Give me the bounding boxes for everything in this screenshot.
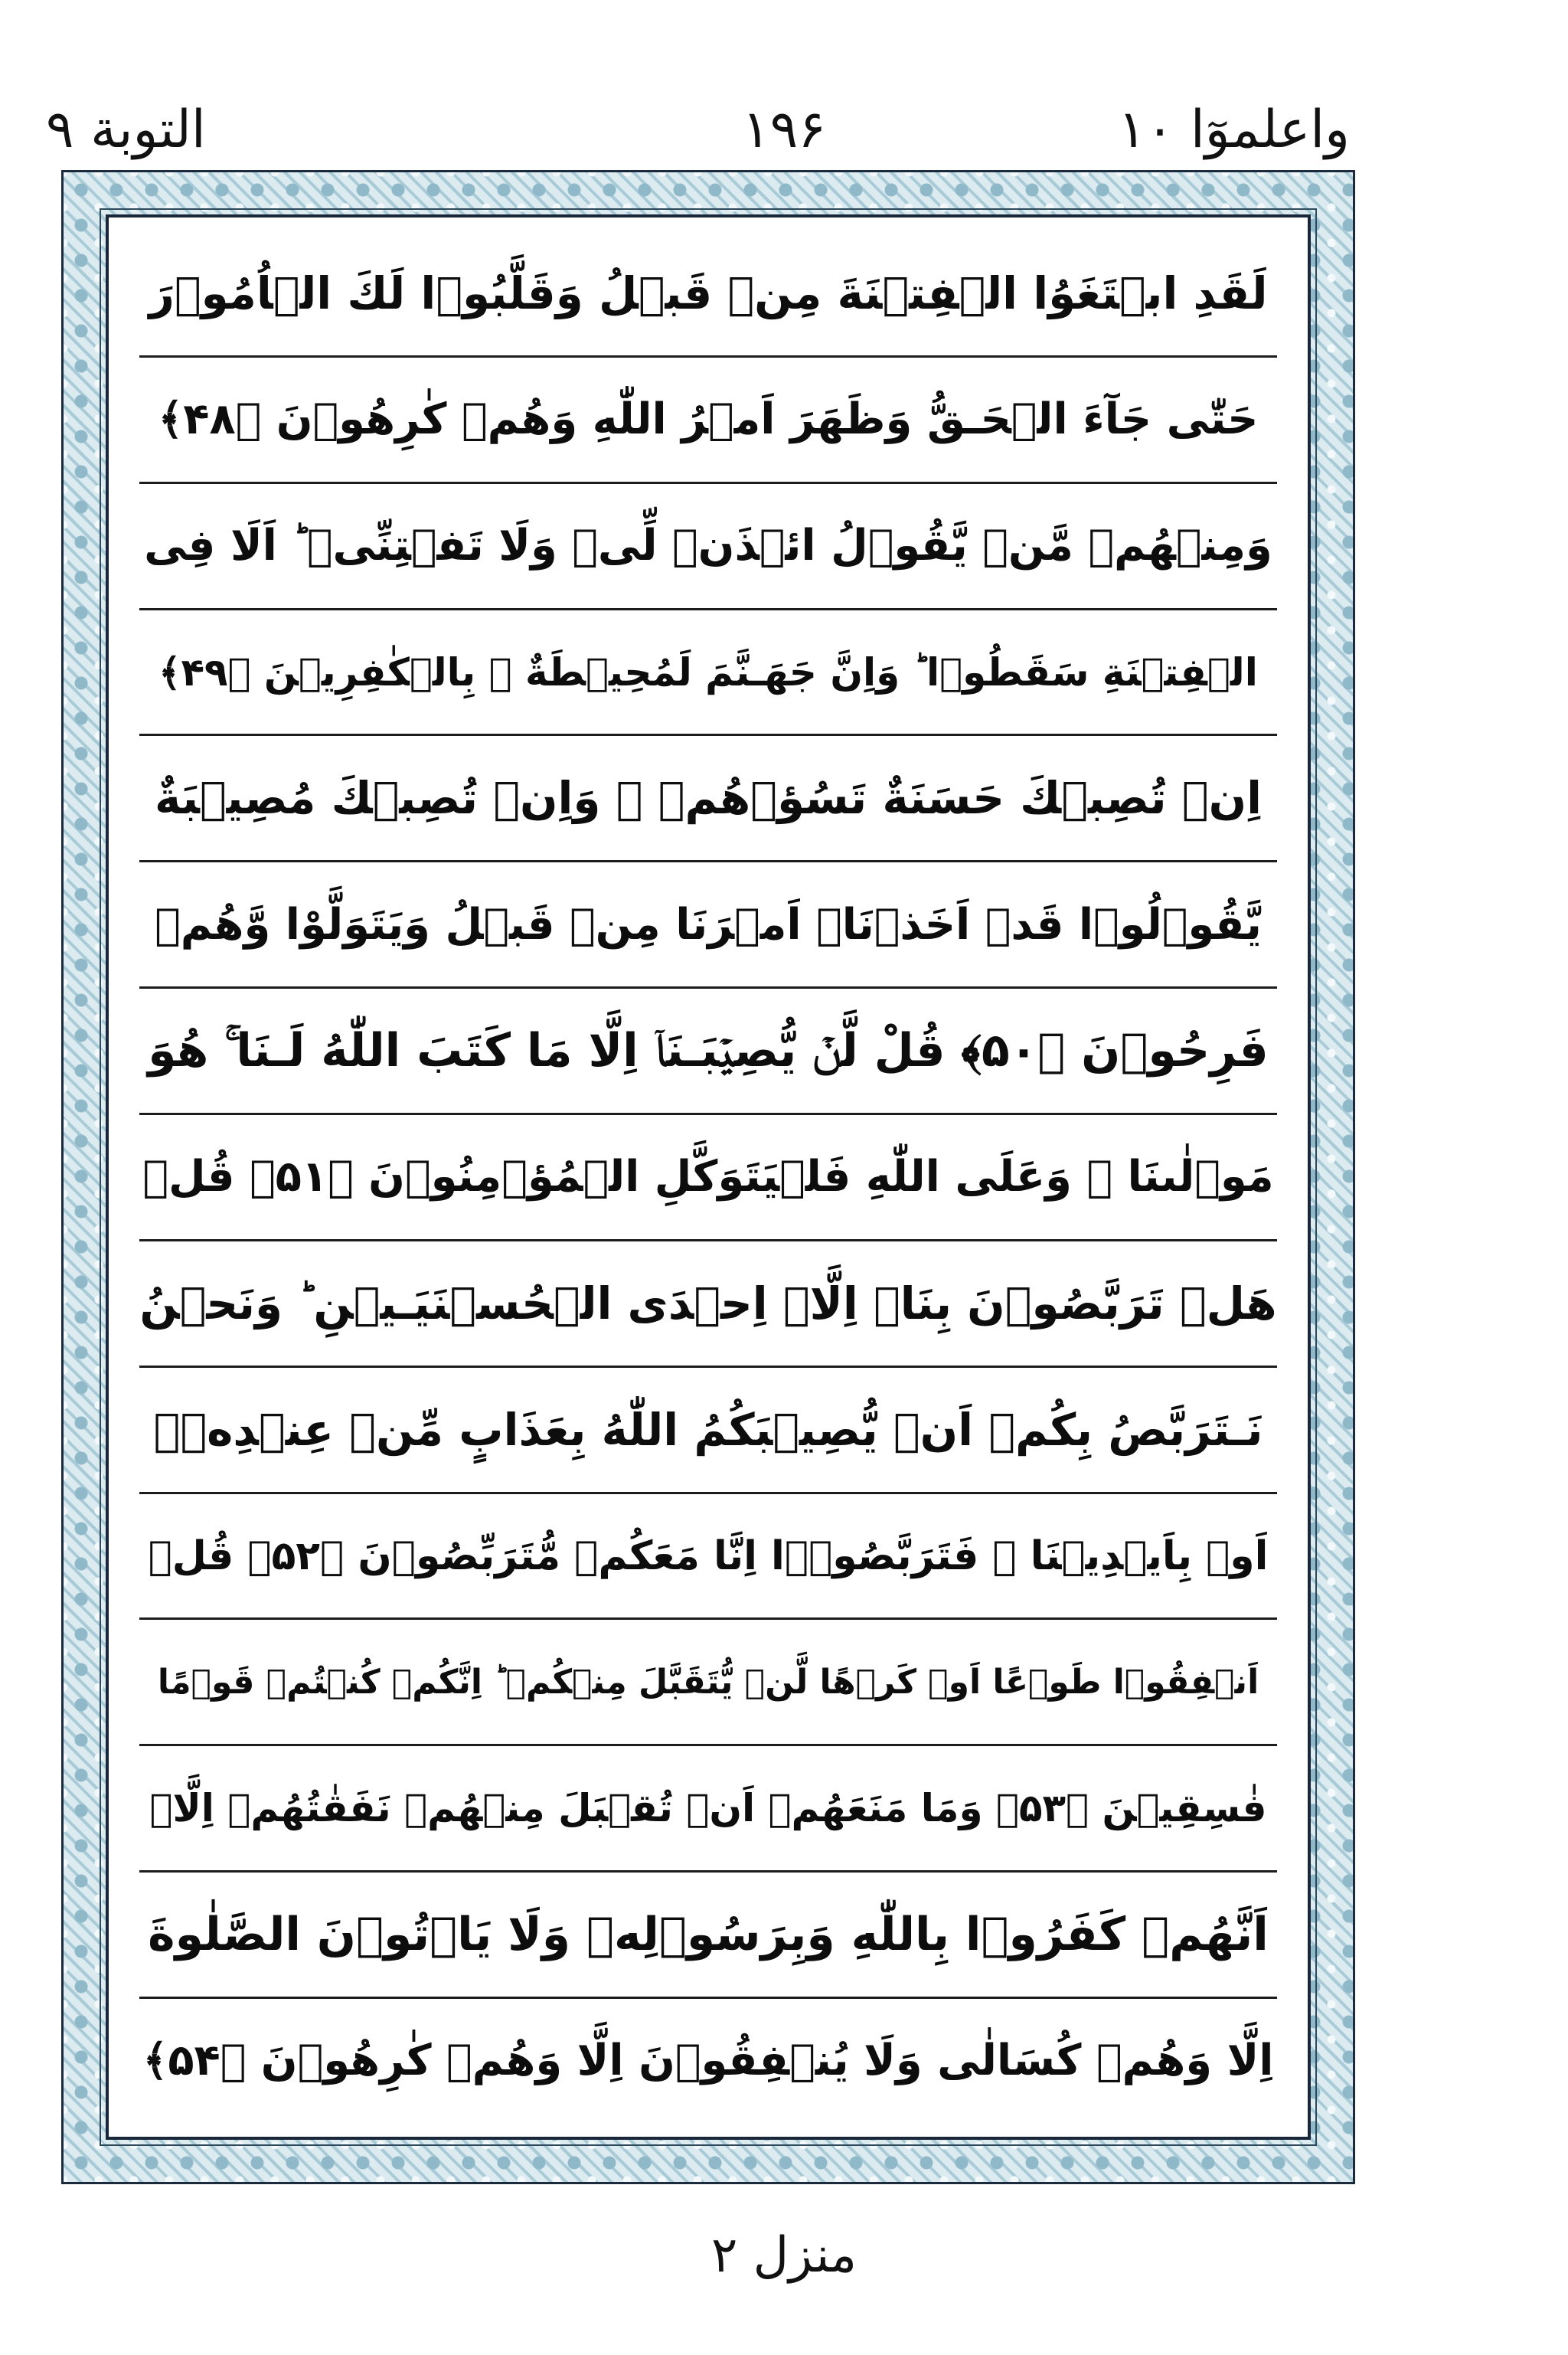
verse-text-panel <box>106 214 1311 2140</box>
ornamental-border <box>61 170 1355 2184</box>
verse-line-1: لَقَدِ ابۡتَغَوُا الۡفِتۡنَةَ مِنۡ قَبۡلُ وَقَلَّبُوۡا لَكَ الۡاُمُوۡرَ <box>139 231 1277 358</box>
verse-line-8: مَوۡلٰٮنَا‌ ۚ وَعَلَى اللّٰهِ فَلۡيَتَوَكَّلِ الۡمُؤۡمِنُوۡنَ ﴿۵۱﴾ قُلۡ <box>139 1115 1277 1241</box>
page-number: ۱۹۶ <box>742 100 826 160</box>
verse-line-12: اَنۡفِقُوۡا طَوۡعًا اَوۡ كَرۡهًا لَّنۡ يُّتَقَبَّلَ مِنۡكُمۡ‌ ؕ اِنَّكُمۡ كُنۡتُمۡ قَوۡمًا <box>139 1620 1277 1746</box>
surah-name-header: التوبة ۹ <box>46 100 206 160</box>
juz-name-header: واعلموٓا ۱۰ <box>1118 100 1350 160</box>
verse-line-6: يَّقُوۡلُوۡا قَدۡ اَخَذۡنَاۤ اَمۡرَنَا مِنۡ قَبۡلُ وَيَتَوَلَّوْا وَّهُمۡ <box>139 862 1277 989</box>
verse-line-13: فٰسِقِيۡنَ ﴿۵۳﴾ وَمَا مَنَعَهُمۡ اَنۡ تُقۡبَلَ مِنۡهُمۡ نَفَقٰتُهُمۡ اِلَّاۤ <box>139 1746 1277 1873</box>
verse-line-10: نَـتَرَبَّصُ بِكُمۡ اَنۡ يُّصِيۡبَكُمُ اللّٰهُ بِعَذَابٍ مِّنۡ عِنۡدِهٖۤ <box>139 1368 1277 1494</box>
verse-line-5: اِنۡ تُصِبۡكَ حَسَنَةٌ تَسُؤۡهُمۡ‌ ۚ وَاِنۡ تُصِبۡكَ مُصِيۡبَةٌ <box>139 736 1277 862</box>
verse-line-7: فَرِحُوۡنَ ﴿۵۰﴾ قُلْ لَّنۡ يُّصِيۡبَـنَاۤ اِلَّا مَا كَتَبَ اللّٰهُ لَـنَا‌ ۚ هُوَ <box>139 989 1277 1115</box>
verse-line-9: هَلۡ تَرَبَّصُوۡنَ بِنَاۤ اِلَّاۤ اِحۡدَى الۡحُسۡنَيَـيۡنِ‌ ؕ وَنَحۡنُ <box>139 1241 1277 1368</box>
manzil-footer: منزل ۲ <box>710 2227 858 2284</box>
verse-line-2: حَتّٰى جَآءَ الۡحَـقُّ وَظَهَرَ اَمۡرُ اللّٰهِ وَهُمۡ كٰرِهُوۡنَ ﴿۴۸﴾ <box>139 358 1277 484</box>
verse-line-4: الۡفِتۡنَةِ سَقَطُوۡا‌ ؕ وَاِنَّ جَهَـنَّمَ لَمُحِيۡطَةٌ ۢ بِالۡكٰفِرِيۡنَ ﴿۴۹﴾ <box>139 610 1277 737</box>
verse-line-14: اَنَّهُمۡ كَفَرُوۡا بِاللّٰهِ وَبِرَسُوۡلِهٖ وَلَا يَاۡتُوۡنَ الصَّلٰوةَ <box>139 1873 1277 1999</box>
verse-line-15: اِلَّا وَهُمۡ كُسَالٰى وَلَا يُنۡفِقُوۡنَ اِلَّا وَهُمۡ كٰرِهُوۡنَ ﴿۵۴﴾ <box>142 2036 1274 2086</box>
verse-line-3: وَمِنۡهُمۡ مَّنۡ يَّقُوۡلُ ائۡذَنۡ لِّىۡ وَلَا تَفۡتِنِّىۡ‌ ؕ اَلَا فِى <box>139 484 1277 610</box>
verse-line-11: اَوۡ بِاَيۡدِيۡنَا‌ ‌ۖ فَتَرَبَّصُوۡۤا اِنَّا مَعَكُمۡ مُّتَرَبِّصُوۡنَ ﴿۵۲﴾ قُلۡ <box>139 1494 1277 1621</box>
